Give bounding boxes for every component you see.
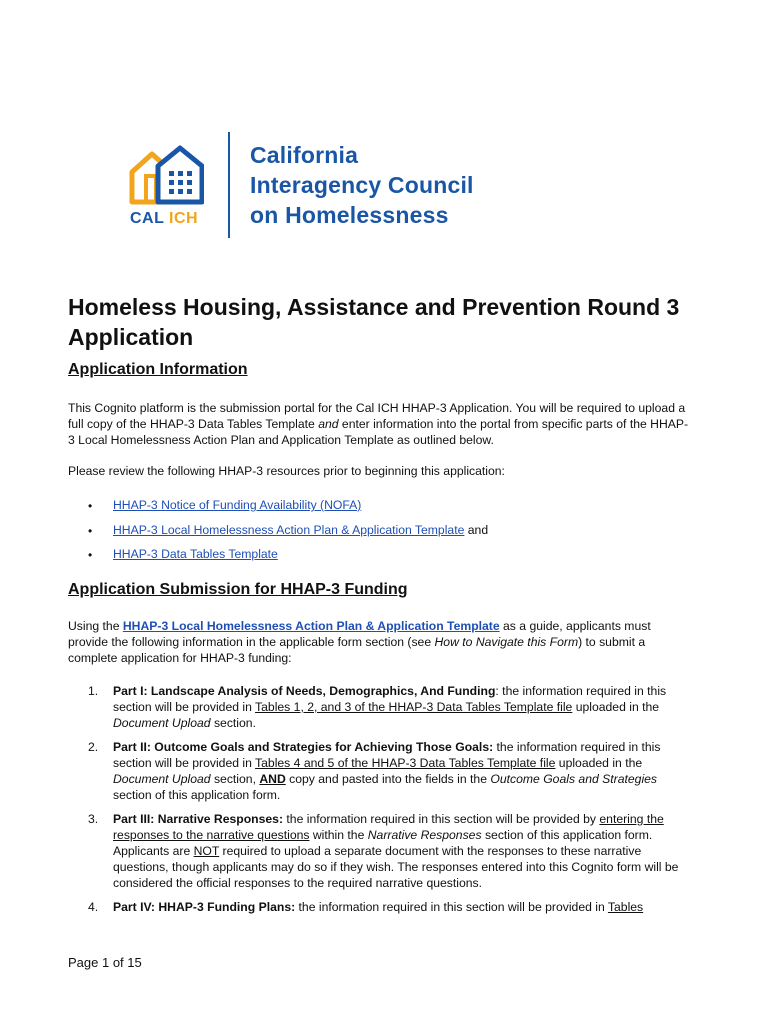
item-text: section of this application form.	[113, 788, 281, 802]
cal-ich-logo	[128, 130, 528, 240]
item-text: the information required in this section will be provided by	[283, 812, 600, 826]
item-underlined: entering the responses to the narrative questions	[113, 812, 664, 842]
item-text: : the information required in this section will be provided in	[113, 684, 667, 714]
item-italic: Document Upload	[113, 716, 211, 730]
logo-divider	[228, 132, 230, 238]
document-title: Homeless Housing, Assistance and Prevention Round 3 Application	[68, 294, 680, 350]
bullet-icon: •	[88, 523, 93, 538]
application-information-heading: Application Information	[68, 361, 248, 378]
using-prefix: Using the	[68, 619, 123, 633]
logo-organization-name	[250, 140, 474, 230]
item-underlined: NOT	[193, 844, 220, 858]
logo-name-line: on Homelessness	[250, 202, 449, 228]
item-underlined: Tables 4 and 5 of the HHAP-3 Data Tables Template file	[255, 756, 556, 770]
list-item	[88, 739, 694, 803]
item-text: the information required in this section will be provided in	[113, 740, 661, 770]
item-text: copy and pasted into the fields in the	[285, 772, 491, 786]
list-item	[88, 683, 694, 731]
item-title: Part IV: HHAP-3 Funding Plans:	[113, 900, 296, 914]
item-italic: Outcome Goals and Strategies	[490, 772, 658, 786]
using-mid: as a guide, applicants must provide the following information in the applicable form section (see	[68, 619, 651, 649]
item-title: Part III: Narrative Responses:	[113, 812, 284, 826]
item-text: required to upload a separate document with the responses to these narrative questions, though applicants may do so if they wish. The responses entered into this Cognito form will be considered the official responses to the required narrative questions.	[113, 844, 679, 890]
logo-name-line: Interagency Council	[250, 172, 474, 198]
using-end: ) to submit a complete application for HHAP-3 funding:	[68, 635, 646, 665]
house-buildings-icon	[128, 142, 204, 212]
page-number: Page 1 of 15	[68, 955, 142, 970]
using-paragraph	[68, 618, 694, 666]
resource-suffix: and	[464, 522, 489, 537]
item-title: Part II: Outcome Goals and Strategies for Achieving Those Goals:	[113, 740, 494, 754]
list-item	[88, 811, 694, 891]
item-text: uploaded in the	[572, 700, 660, 714]
item-text: uploaded in the	[555, 756, 643, 770]
using-italic: How to Navigate this Form	[434, 635, 579, 649]
item-italic: Document Upload	[113, 772, 211, 786]
resources-list	[88, 498, 688, 572]
intro-paragraph	[68, 400, 694, 448]
item-emphasis: AND	[259, 772, 286, 786]
item-text: the information required in this section will be provided in	[295, 900, 608, 914]
logo-abbreviation	[130, 210, 198, 228]
item-text: within the	[309, 828, 368, 842]
item-number: 1.	[88, 684, 99, 698]
bullet-icon: •	[88, 499, 93, 513]
item-number: 3.	[88, 812, 99, 826]
data-tables-template-link[interactable]: HHAP-3 Data Tables Template	[113, 547, 278, 561]
intro-text-end: enter information into the portal from specific parts of the HHAP-3 Local Homelessness Action Plan and Application Template as outlined below.	[68, 417, 689, 447]
list-item	[88, 899, 694, 915]
item-underlined: Tables	[607, 900, 644, 914]
logo-abbr-ich: ICH	[169, 210, 199, 227]
intro-text: This Cognito platform is the submission portal for the Cal ICH HHAP-3 Application. You will be required to upload a full copy of the HHAP-3 Data Tables Template	[68, 401, 686, 431]
requirements-list	[88, 683, 694, 923]
logo-abbr-cal: CAL	[130, 210, 165, 227]
application-submission-heading: Application Submission for HHAP-3 Funding	[68, 581, 408, 598]
logo-name-line: California	[250, 142, 359, 168]
action-plan-guide-link[interactable]: HHAP-3 Local Homelessness Action Plan & Application Template	[122, 619, 500, 633]
list-item	[88, 498, 688, 523]
item-title: Part I: Landscape Analysis of Needs, Demographics, And Funding	[113, 684, 496, 698]
item-number: 2.	[88, 740, 99, 754]
nofa-link[interactable]: HHAP-3 Notice of Funding Availability (NOFA)	[113, 498, 362, 512]
action-plan-template-link[interactable]: HHAP-3 Local Homelessness Action Plan & Application Template	[113, 522, 465, 537]
bullet-icon: •	[88, 548, 93, 562]
intro-and: and	[318, 417, 339, 431]
review-paragraph: Please review the following HHAP-3 resources prior to beginning this application:	[68, 464, 505, 478]
item-text: section.	[210, 716, 256, 730]
list-item	[88, 547, 688, 572]
item-number: 4.	[88, 900, 99, 914]
item-underlined: Tables 1, 2, and 3 of the HHAP-3 Data Tables Template file	[255, 700, 573, 714]
item-text: section,	[210, 772, 260, 786]
list-item	[88, 523, 688, 548]
item-italic: Narrative Responses	[367, 828, 482, 842]
item-text: section of this application form. Applicants are	[113, 828, 653, 858]
